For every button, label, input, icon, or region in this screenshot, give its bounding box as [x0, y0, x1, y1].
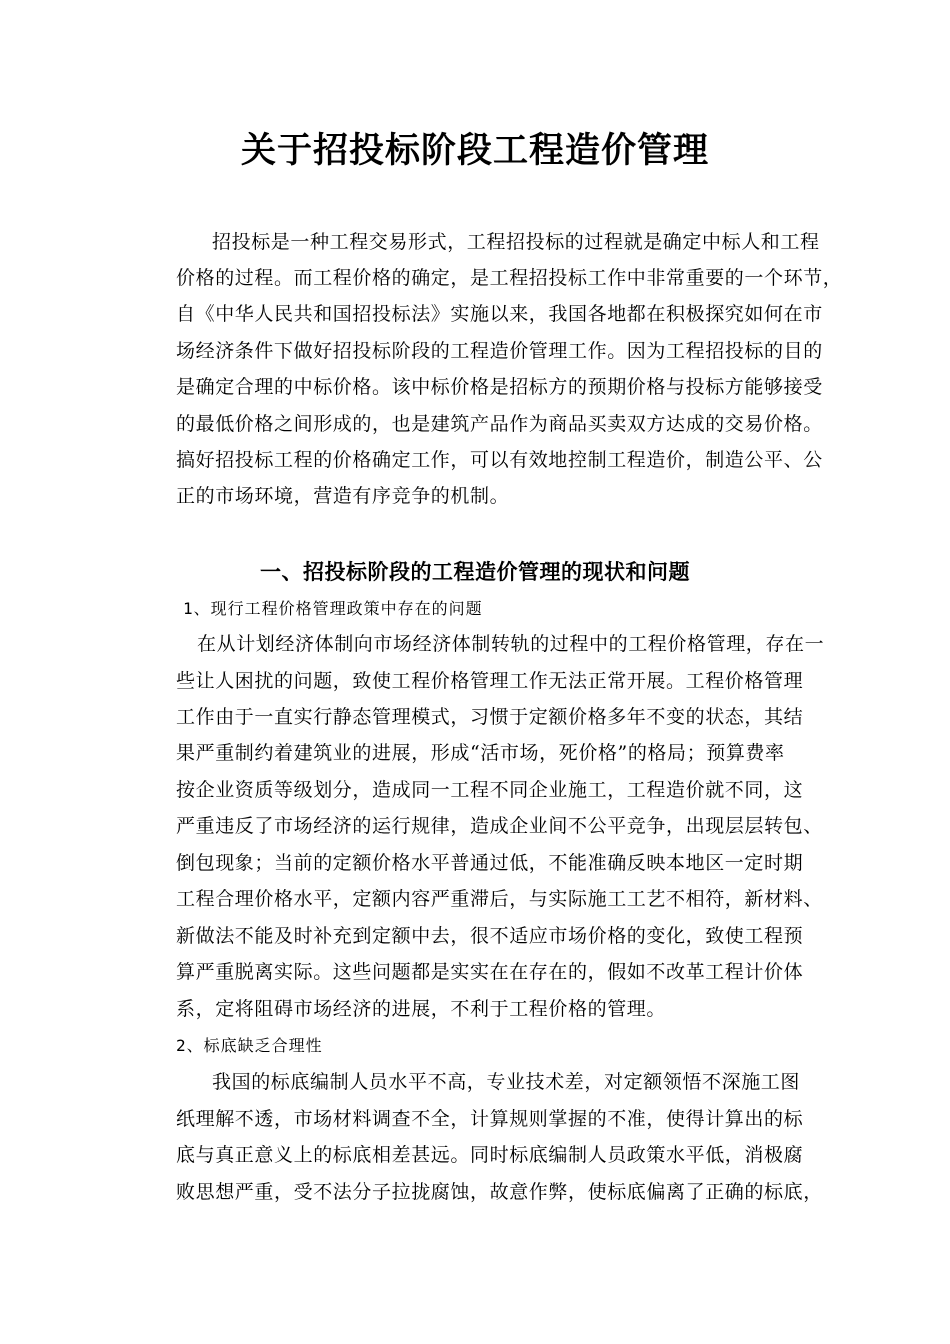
sub1-line-7: 倒包现象；当前的定额价格水平普通过低，不能准确反映本地区一定时期 — [176, 852, 804, 874]
sub1-line-4: 果严重制约着建筑业的进展，形成“活市场，死价格”的格局；预算费率 — [176, 742, 785, 764]
subsection-heading-2: 2、标底缺乏合理性 — [176, 1036, 323, 1055]
sub2-line-3: 底与真正意义上的标底相差甚远。同时标底编制人员政策水平低，消极腐 — [176, 1144, 804, 1166]
sub1-line-3: 工作由于一直实行静态管理模式，习惯于定额价格多年不变的状态，其结 — [176, 706, 804, 728]
subsection-heading-1: 1、现行工程价格管理政策中存在的问题 — [183, 599, 483, 618]
sub1-line-9: 新做法不能及时补充到定额中去，很不适应市场价格的变化，致使工程预 — [176, 925, 804, 947]
sub2-line-1: 我国的标底编制人员水平不高，专业技术差，对定额领悟不深施工图 — [212, 1071, 801, 1093]
intro-line-5: 是确定合理的中标价格。该中标价格是招标方的预期价格与投标方能够接受 — [176, 376, 823, 398]
intro-line-1: 招投标是一种工程交易形式，工程招投标的过程就是确定中标人和工程 — [212, 231, 820, 253]
intro-line-8: 正的市场环境，营造有序竞争的机制。 — [176, 485, 510, 507]
sub1-line-11: 系，定将阻碍市场经济的进展，不利于工程价格的管理。 — [176, 998, 667, 1020]
sub1-line-6: 严重违反了市场经济的运行规律，造成企业间不公平竞争，出现层层转包、 — [176, 815, 823, 837]
sub1-line-2: 些让人困扰的问题，致使工程价格管理工作无法正常开展。工程价格管理 — [176, 670, 804, 692]
document-title: 关于招投标阶段工程造价管理 — [240, 130, 709, 171]
sub1-line-5: 按企业资质等级划分，造成同一工程不同企业施工，工程造价就不同，这 — [176, 779, 804, 801]
section-heading: 一、招投标阶段的工程造价管理的现状和问题 — [260, 559, 690, 584]
intro-line-4: 场经济条件下做好招投标阶段的工程造价管理工作。因为工程招投标的目的 — [176, 340, 823, 362]
sub2-line-2: 纸理解不透，市场材料调查不全，计算规则掌握的不准，使得计算出的标 — [176, 1108, 804, 1130]
sub2-line-4: 败思想严重，受不法分子拉拢腐蚀，故意作弊，使标底偏离了正确的标底， — [176, 1181, 823, 1203]
intro-line-7: 搞好招投标工程的价格确定工作，可以有效地控制工程造价，制造公平、公 — [176, 449, 823, 471]
sub1-line-10: 算严重脱离实际。这些问题都是实实在在存在的，假如不改革工程计价体 — [176, 961, 804, 983]
sub1-line-8: 工程合理价格水平，定额内容严重滞后，与实际施工工艺不相符，新材料、 — [176, 888, 823, 910]
intro-line-6: 的最低价格之间形成的，也是建筑产品作为商品买卖双方达成的交易价格。 — [176, 413, 823, 435]
intro-line-2: 价格的过程。而工程价格的确定，是工程招投标工作中非常重要的一个环节， — [176, 267, 843, 289]
intro-line-3: 自《中华人民共和国招投标法》实施以来，我国各地都在积极探究如何在市 — [176, 303, 823, 325]
sub1-line-1: 在从计划经济体制向市场经济体制转轨的过程中的工程价格管理，存在一 — [197, 633, 825, 655]
